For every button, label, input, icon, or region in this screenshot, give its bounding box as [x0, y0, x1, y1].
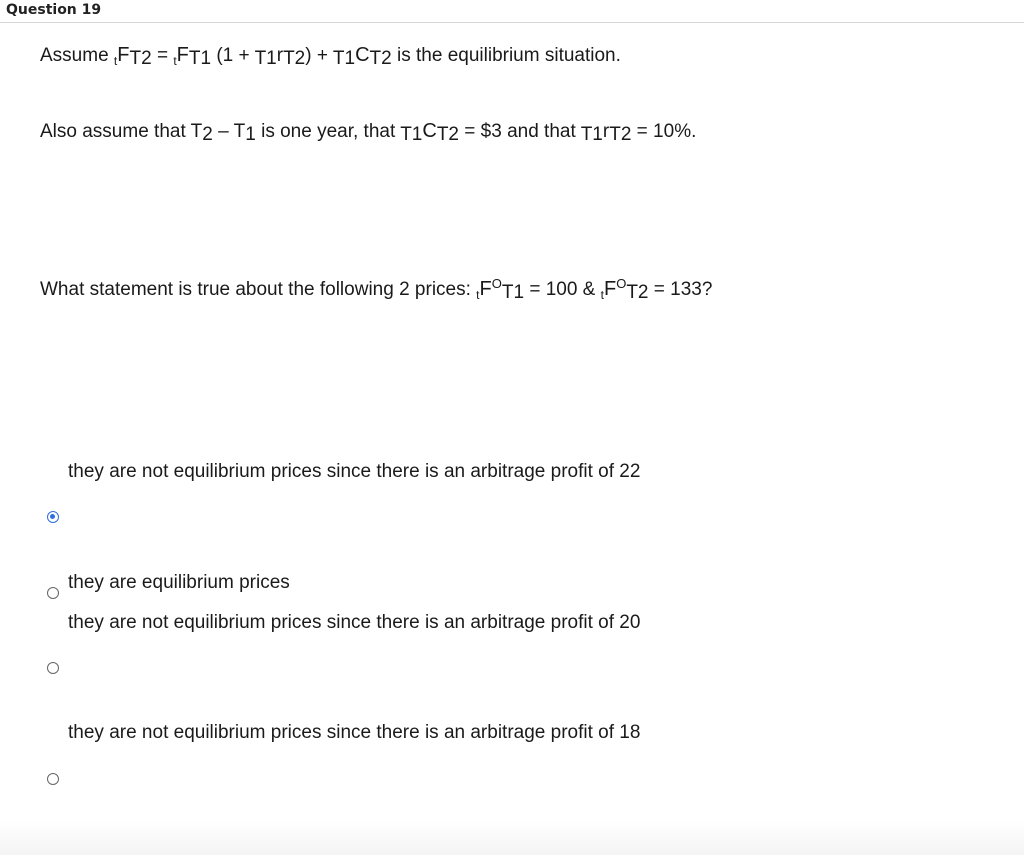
- option-label-2[interactable]: they are equilibrium prices: [68, 572, 290, 593]
- option-label-1[interactable]: they are not equilibrium prices since there is an arbitrage profit of 22: [68, 461, 641, 482]
- question-prompt: What statement is true about the following 2 prices: $_tF^OT1 = 100$ & $_tF^OT2 = 133$?: [40, 276, 713, 303]
- question-title: Question 19: [6, 2, 102, 18]
- option-label-4[interactable]: they are not equilibrium prices since there is an arbitrage profit of 18: [68, 722, 641, 743]
- option-radio-2[interactable]: [47, 587, 59, 599]
- option-label-3[interactable]: they are not equilibrium prices since there is an arbitrage profit of 20: [68, 612, 641, 633]
- option-radio-1[interactable]: [47, 511, 59, 523]
- question-header: [0, 0, 1024, 23]
- option-radio-4[interactable]: [47, 773, 59, 785]
- option-radio-3[interactable]: [47, 662, 59, 674]
- assumptions-text: Also assume that T2 – T1 is one year, that T1CT2 = $3 and that T1rT2 = 10%.: [40, 120, 697, 145]
- premise-equation: Assume $_t$FT2 = $_t$FT1 (1 + T1rT2) + T1CT2 is the equilibrium situation.: [40, 44, 621, 69]
